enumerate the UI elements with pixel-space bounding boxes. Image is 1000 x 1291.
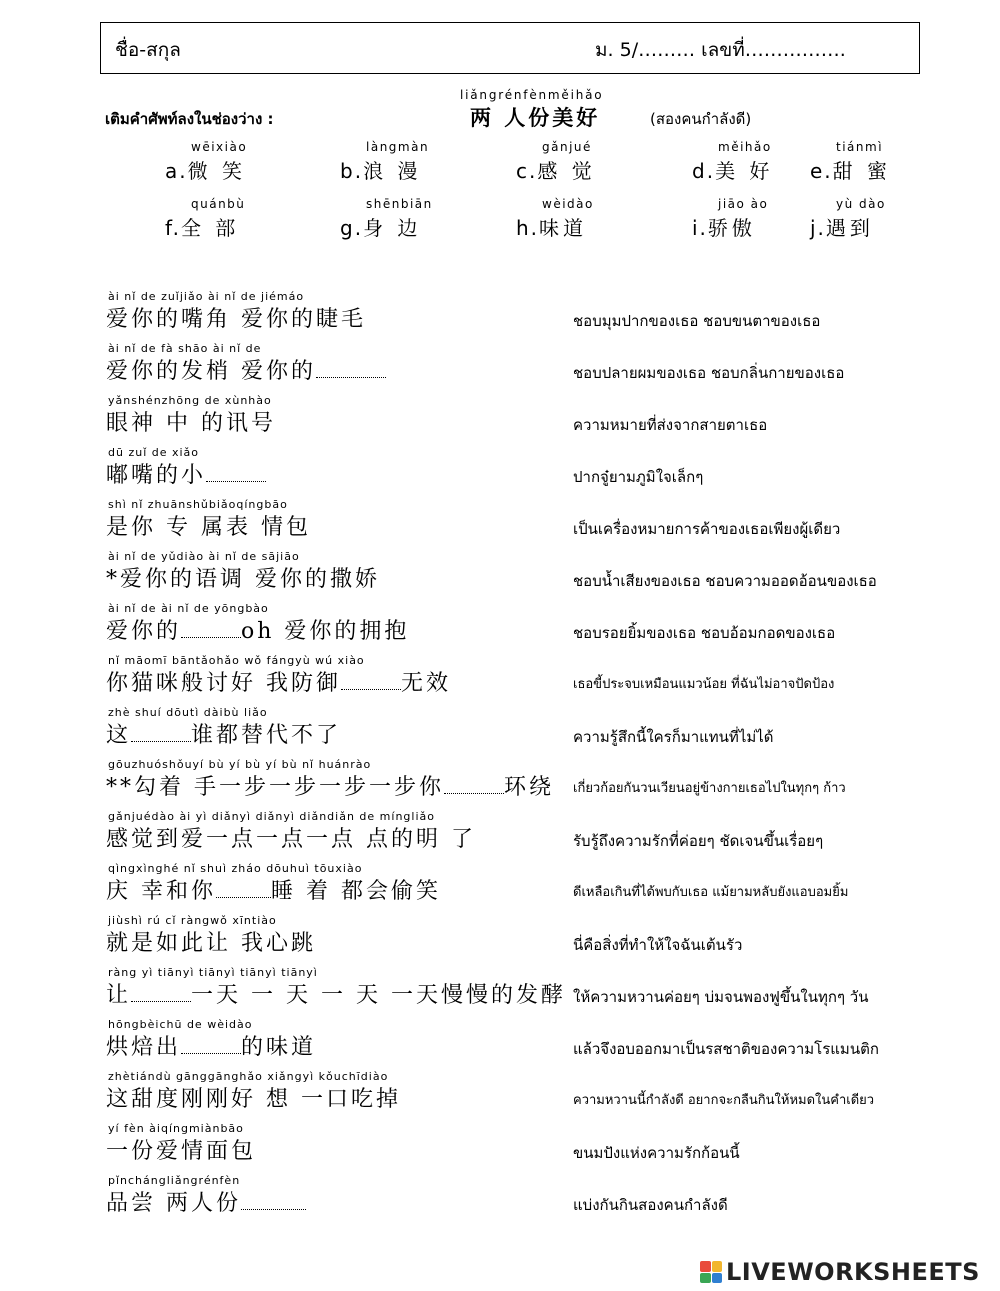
lyric-line [106, 874, 441, 905]
lyric-text: 让 [106, 983, 132, 1008]
option-pinyin: wēixiào [191, 140, 248, 154]
lyric-thai-translation: รับรู้ถึงความรักที่ค่อยๆ ชัดเจนขึ้นเรื่อยๆ [573, 832, 824, 850]
song-title-thai: (สองคนกำลังดี) [650, 110, 752, 128]
lyric-pinyin: gōuzhuóshǒuyí bù yí bù yí bù nǐ huánrào [108, 758, 372, 771]
option-chinese: 感 觉 [537, 159, 596, 183]
option-chinese: 全 部 [180, 216, 240, 240]
lyric-thai-translation: ความหมายที่ส่งจากสายตาเธอ [573, 416, 768, 434]
lyric-line [106, 822, 476, 853]
option-chinese: 遇到 [825, 216, 874, 240]
option-chinese: 身 边 [363, 216, 422, 240]
lyric-line [106, 354, 386, 385]
lyric-thai-translation: แล้วจึงอบออกมาเป็นรสชาติของความโรแมนติก [573, 1040, 879, 1058]
option-word [810, 212, 874, 241]
song-title: 两 人份美好 [470, 105, 601, 130]
answer-blank[interactable] [181, 633, 241, 638]
option-letter: i. [692, 216, 708, 240]
answer-blank[interactable] [341, 685, 401, 690]
lyric-text: 品尝 两人份 [106, 1191, 241, 1216]
option-pinyin: shēnbiān [366, 197, 433, 211]
option-chinese: 味道 [539, 216, 588, 240]
option-pinyin: jiāo ào [718, 197, 769, 211]
option-letter: g. [340, 216, 364, 240]
liveworksheets-logo [700, 1258, 980, 1286]
option-pinyin: měihǎo [718, 140, 772, 154]
lyric-text: *爱你的语调 爱你的撒娇 [106, 567, 380, 592]
option-chinese: 微 笑 [187, 159, 246, 183]
option-word [165, 212, 239, 241]
lyric-pinyin: ài nǐ de ài nǐ de yōngbào [108, 602, 269, 615]
lyric-text: 眼神 中 的讯号 [106, 411, 276, 436]
lyric-thai-translation: นี่คือสิ่งที่ทำให้ใจฉันเต้นรัว [573, 936, 743, 954]
option-pinyin: yù dào [836, 197, 886, 211]
option-word [340, 212, 421, 241]
lyric-line [106, 926, 316, 957]
lyric-line [106, 302, 366, 333]
lyric-thai-translation: แบ่งกันกินสองคนกำลังดี [573, 1196, 728, 1214]
lyric-pinyin: hōngbèichū de wèidào [108, 1018, 253, 1031]
lyric-thai-translation: ความหวานนี้กำลังดี อยากจะกลืนกินให้หมดในคำเดียว [573, 1093, 875, 1108]
option-word [692, 155, 773, 184]
option-chinese: 骄傲 [707, 216, 756, 240]
lyric-text: 感觉到爱一点一点一点 点的明 了 [106, 827, 476, 852]
lyric-text: 这甜度刚刚好 想 一口吃掉 [106, 1087, 401, 1112]
option-word [516, 155, 596, 184]
answer-blank[interactable] [216, 893, 271, 898]
lyric-line [106, 1030, 316, 1061]
liveworksheets-logo-icon [700, 1261, 722, 1283]
option-letter: f. [165, 216, 181, 240]
option-letter: c. [516, 159, 538, 183]
lyric-text-continued: 环绕 [504, 775, 555, 800]
lyric-thai-translation: เป็นเครื่องหมายการค้าของเธอเพียงผู้เดียว [573, 520, 841, 538]
lyric-pinyin: ài nǐ de zuǐjiǎo ài nǐ de jiémáo [108, 290, 305, 303]
lyric-line [106, 770, 554, 801]
answer-blank[interactable] [241, 1205, 306, 1210]
option-word [340, 155, 421, 184]
option-pinyin: wèidào [542, 197, 594, 211]
option-letter: h. [516, 216, 540, 240]
lyric-pinyin: pǐnchángliǎngrénfèn [108, 1174, 241, 1187]
option-chinese: 甜 蜜 [832, 159, 892, 183]
lyric-pinyin: nǐ māomī bāntǎohǎo wǒ fángyù wú xiào [108, 654, 365, 667]
lyric-thai-translation: ชอบรอยยิ้มของเธอ ชอบอ้อมกอดของเธอ [573, 624, 836, 642]
class-number-label: ม. 5/……… เลขที่……………. [595, 39, 846, 61]
lyric-line [106, 978, 566, 1009]
name-label: ชื่อ-สกุล [115, 39, 181, 61]
answer-blank[interactable] [444, 789, 504, 794]
option-pinyin: quánbù [191, 197, 246, 211]
lyric-thai-translation: เธอขี้ประจบเหมือนแมวน้อย ที่ฉันไม่อาจปัดป้อง [573, 677, 835, 692]
option-letter: j. [810, 216, 826, 240]
option-letter: e. [810, 159, 833, 183]
lyric-text-continued: 睡 着 都会偷笑 [271, 879, 441, 904]
lyric-pinyin: shì nǐ zhuānshǔbiǎoqíngbāo [108, 498, 288, 511]
lyric-line [106, 1134, 256, 1165]
lyric-line [106, 1082, 401, 1113]
logo-text: LIVEWORKSHEETS [726, 1258, 980, 1286]
lyric-text: 就是如此让 我心跳 [106, 931, 316, 956]
answer-blank[interactable] [131, 997, 191, 1002]
option-word [692, 212, 756, 241]
option-word [810, 155, 891, 184]
lyric-pinyin: yǎnshénzhōng de xùnhào [108, 394, 272, 407]
lyric-text: 你猫咪般讨好 我防御 [106, 671, 341, 696]
lyric-pinyin: dū zuǐ de xiǎo [108, 446, 200, 459]
lyric-thai-translation: เกี่ยวก้อยกันวนเวียนอยู่ข้างกายเธอไปในทุกๆ ก้าว [573, 781, 846, 796]
option-chinese: 美 好 [715, 159, 774, 183]
answer-blank[interactable] [181, 1049, 241, 1054]
lyric-text: 爱你的发梢 爱你的 [106, 359, 316, 384]
lyric-line [106, 458, 266, 489]
lyric-line [106, 614, 409, 645]
answer-blank[interactable] [316, 373, 386, 378]
lyric-thai-translation: ชอบน้ำเสียงของเธอ ชอบความออดอ้อนของเธอ [573, 572, 877, 590]
lyric-line [106, 510, 311, 541]
instruction: เติมคำศัพท์ลงในช่องว่าง : [105, 110, 274, 128]
lyric-text: 一份爱情面包 [106, 1139, 257, 1164]
lyric-text: 这 [106, 723, 132, 748]
lyric-thai-translation: ชอบปลายผมของเธอ ชอบกลิ่นกายของเธอ [573, 364, 845, 382]
lyric-pinyin: jiùshì rú cǐ ràngwǒ xīntiào [108, 914, 277, 927]
lyric-text-continued: 的味道 [241, 1035, 317, 1060]
answer-blank[interactable] [206, 477, 266, 482]
lyric-text: 爱你的嘴角 爱你的睫毛 [106, 307, 366, 332]
answer-blank[interactable] [131, 737, 191, 742]
song-title-pinyin: liǎngrénfènměihǎo [460, 88, 604, 102]
lyric-thai-translation: ปากจู๋ยามภูมิใจเล็กๆ [573, 468, 704, 486]
lyric-pinyin: ài nǐ de fà shāo ài nǐ de [108, 342, 262, 355]
lyric-line [106, 718, 341, 749]
lyric-line [106, 666, 451, 697]
lyric-thai-translation: ขนมปังแห่งความรักก้อนนี้ [573, 1144, 740, 1162]
lyric-text-continued: 无效 [401, 671, 452, 696]
lyric-thai-translation: ความรู้สึกนี้ใครก็มาแทนที่ไม่ได้ [573, 728, 774, 746]
lyric-text: 烘焙出 [106, 1035, 182, 1060]
lyric-line [106, 562, 380, 593]
lyric-pinyin: gǎnjuédào ài yì diǎnyì diǎnyì diǎndiǎn de míngliǎo [108, 810, 435, 823]
lyric-thai-translation: ให้ความหวานค่อยๆ บ่มจนพองฟูขึ้นในทุกๆ วัน [573, 988, 869, 1006]
lyric-thai-translation: ชอบมุมปากของเธอ ชอบขนตาของเธอ [573, 312, 821, 330]
lyric-text-continued: 一天 一 天 一 天 一天慢慢的发酵 [191, 983, 566, 1008]
option-word [516, 212, 587, 241]
option-letter: a. [165, 159, 188, 183]
option-word [165, 155, 246, 184]
lyric-text: 爱你的 [106, 619, 182, 644]
lyric-pinyin: ài nǐ de yǔdiào ài nǐ de sājiāo [108, 550, 300, 563]
option-pinyin: làngmàn [366, 140, 430, 154]
lyric-pinyin: yí fèn àiqíngmiànbāo [108, 1122, 244, 1135]
lyric-text: 是你 专 属表 情包 [106, 515, 311, 540]
lyric-thai-translation: ดีเหลือเกินที่ได้พบกับเธอ แม้ยามหลับยังแอบอมยิ้ม [573, 885, 849, 900]
option-pinyin: tiánmì [836, 140, 884, 154]
lyric-line [106, 406, 276, 437]
option-letter: d. [692, 159, 716, 183]
header-box [100, 22, 920, 74]
lyric-line [106, 1186, 306, 1217]
lyric-pinyin: ràng yì tiānyì tiānyì tiānyì tiānyì [108, 966, 318, 979]
lyric-pinyin: qìngxìnghé nǐ shuì zháo dōuhuì tōuxiào [108, 862, 363, 875]
option-chinese: 浪 漫 [363, 159, 422, 183]
option-pinyin: gǎnjué [542, 140, 592, 154]
lyric-pinyin: zhè shuí dōutì dàibù liǎo [108, 706, 268, 719]
lyric-text: **勾着 手一步一步一步一步你 [106, 775, 444, 800]
lyric-text: 庆 幸和你 [106, 879, 216, 904]
lyric-text-continued: oh 爱你的拥抱 [241, 619, 410, 644]
lyric-text-continued: 谁都替代不了 [191, 723, 342, 748]
option-letter: b. [340, 159, 364, 183]
lyric-pinyin: zhètiándù gānggānghǎo xiǎngyì kǒuchīdiào [108, 1070, 389, 1083]
lyric-text: 嘟嘴的小 [106, 463, 207, 488]
